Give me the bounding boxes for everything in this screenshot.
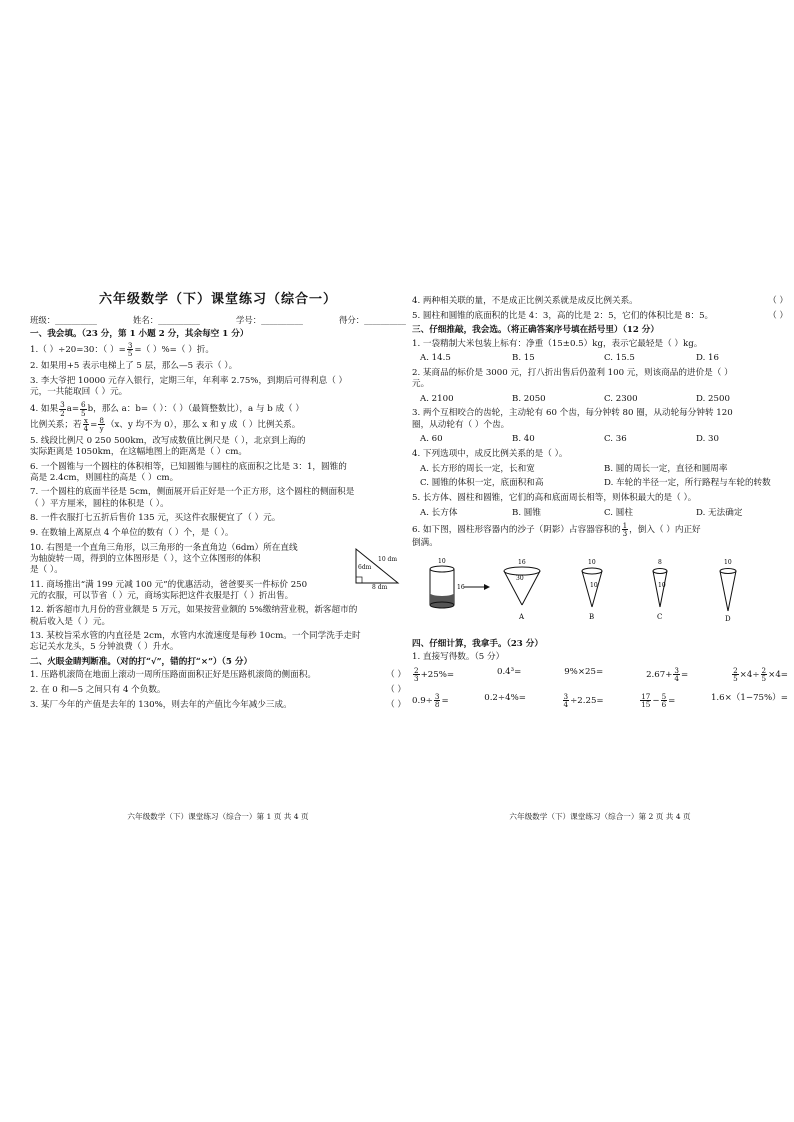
fraction: $\frac{6}{5}$ [81,400,86,418]
option-b[interactable]: B. 40 [512,434,535,445]
question-5: 5. 线段比例尺 0 250 500km，改写成数值比例尺是（ ），北京到上海的 实际距离是 1050km，在这幅地图上的距离是（ ）cm。 [30,435,306,457]
calc-item: 0.4³= [496,667,522,678]
calc-item: $\frac{2}{3}$ +25%= [414,666,455,684]
answer-blank[interactable]: （ ） [768,296,788,306]
page-title: 六年级数学（下）课堂练习（综合一） [98,292,337,307]
svg-text:B: B [589,612,595,621]
question-3: 3. 李大爷把 10000 元存入银行，定期三年，年利率 2.75%，到期后可得利息（ ） 元，一共能取回（ ）元。 [30,375,348,397]
svg-text:A: A [519,612,525,621]
question-4: 4. 如果 $\frac{3}{2}$ a= $\frac{6}{5}$ b，那么 a：b=（ ）：（ ）（最简整数比），a 与 b 成（ ） 比例关系；若 $\frac{x}{4}$ = $\frac{8}{y}$ （x、y 均不为 0），那么 x 和 y 成（ ）比例关系。 [30,400,304,434]
answer-blank[interactable]: （ ） [386,670,406,681]
choice-5: 5. 长方体、圆柱和圆锥，它们的高和底面周长相等，则体积最大的是（ ）。 [412,492,697,503]
fraction: $\frac{x}{4}$ [83,415,89,434]
question-9: 9. 在数轴上离原点 4 个单位的数有（ ）个，是（ ）。 [30,527,234,538]
option-a[interactable]: A. 14.5 [420,353,451,364]
svg-text:10: 10 [590,581,598,589]
calc-item: 0.9÷ $\frac{3}{8}$ = [412,691,449,709]
name-field[interactable]: 姓名：__________ [133,314,200,325]
answer-blank[interactable]: （ ） [768,310,788,321]
svg-text:16: 16 [518,558,526,566]
question-6: 6. 一个圆锥与一个圆柱的体积相等，已知圆锥与圆柱的底面积之比是 3：1，圆锥的 高是 2.4cm，则圆柱的高是（ ）cm。 [30,461,347,483]
calc-item: $\frac{2}{5}$ ×4÷ $\frac{2}{5}$ ×4= [733,666,788,684]
student-id-field[interactable]: 学号：__________ [236,314,303,325]
option-b[interactable]: B. 圆锥 [512,507,541,518]
svg-text:10: 10 [658,581,666,589]
hypotenuse-label: 10 dm [378,555,398,563]
svg-text:30: 30 [516,574,524,582]
cone-c [653,559,667,621]
fraction: $\frac{8}{y}$ [99,415,104,434]
right-page-footer: 六年级数学（下）课堂练习（综合一）第 2 页 共 4 页 [509,812,691,821]
option-c[interactable]: C. 圆锥的体积一定，底面积和高 [420,478,544,489]
judge-1: 1. 压路机滚筒在地面上滚动一周所压路面面积正好是压路机滚筒的侧面积。 （ ） [30,670,406,681]
calc-item: 2.67+ $\frac{3}{4}$ = [646,666,689,684]
question-11: 11. 商场推出“满 199 元减 100 元”的优惠活动，爸爸要买一件标价 250 元的衣服，可以节省（ ）元，商场实际把这件衣服是打（ ）折出售。 [30,579,308,601]
cone-b [582,559,602,621]
calc-item: 1.6×（1−75%）= [710,692,788,703]
choice-4-options-row2 [420,478,788,489]
section-2-heading: 二、火眼金睛判断准。（对的打“√”，错的打“×”）（5 分） [30,657,253,668]
option-a[interactable]: A. 2100 [420,393,454,404]
cone-d [720,559,736,623]
leg-6dm-label: 6dm [358,563,372,571]
svg-text:10: 10 [588,558,596,566]
question-8: 8. 一件衣服打七五折后售价 135 元，买这件衣服便宜了（ ）元。 [30,513,281,524]
svg-text:D: D [725,614,731,623]
cone-a [504,559,540,621]
question-7: 7. 一个圆柱的底面半径是 5cm，侧面展开后正好是一个正方形，这个圆柱的侧面积是 （ ）平方厘米，圆柱的体积是（ ）。 [30,487,355,509]
choice-3-options [420,434,788,445]
option-a[interactable]: A. 60 [420,434,443,445]
fraction: $\frac{3}{5}$ [127,340,133,359]
choice-6: 6. 如下图，圆柱形容器内的沙子（阴影）占容器容积的 $\frac{1}{3}$ ，倒入（ ）内正好 倒满。 [412,521,701,548]
judge-3: 3. 某厂今年的产值是去年的 130%，则去年的产值比今年减少三成。 （ ） [30,699,406,710]
score-field[interactable]: 得分：__________ [339,314,406,325]
left-page [30,292,406,714]
option-c[interactable]: C. 2300 [604,393,638,404]
calc-item: $\frac{17}{15}$ − $\frac{5}{6}$ = [641,691,676,709]
question-10: 10. 右图是一个直角三角形，以三角形的一条直角边（6dm）所在直线 为轴旋转一周，得到的立体图形是（ ），这个立体图形的体积 是（ ）。 10 dm 6dm 8 dm [30,543,406,577]
answer-blank[interactable]: （ ） [386,684,406,695]
right-page [412,296,788,718]
option-d[interactable]: D. 30 [696,434,719,445]
cylinder-with-sand [430,558,465,608]
section-3-heading: 三、仔细推敲，我会选。（将正确答案序号填在括号里）（12 分） [412,325,659,336]
container-figures [412,555,788,635]
choice-1-options [420,353,788,364]
option-a[interactable]: A. 长方形的周长一定，长和宽 [420,463,535,474]
option-d[interactable]: D. 车轮的半径一定，所行路程与车轮的转数 [604,478,771,489]
calc-item: $\frac{3}{4}$ ÷2.25= [563,691,604,709]
calc-item: 9%×25= [564,667,604,678]
fraction: $\frac{1}{3}$ [622,521,628,539]
left-page-footer: 六年级数学（下）课堂练习（综合一）第 1 页 共 4 页 [127,812,309,821]
svg-text:16: 16 [457,583,465,591]
svg-text:C: C [657,612,663,621]
answer-blank[interactable]: （ ） [386,699,406,710]
option-c[interactable]: C. 15.5 [604,353,635,364]
student-info [30,315,406,326]
question-2: 2. 如果用+5 表示电梯上了 5 层，那么—5 表示（ ）。 [30,360,238,371]
option-c[interactable]: C. 36 [604,434,627,445]
option-d[interactable]: D. 无法确定 [696,507,743,518]
calc-item: 0.2÷4%= [484,692,526,703]
class-field[interactable]: 班级：__________ [30,314,97,325]
judge-4: 4. 两种相关联的量，不是成正比例关系就是成反比例关系。 （ ） [412,296,788,306]
calc-subheading: 1. 直接写得数。（5 分） [412,652,505,662]
choice-3: 3. 两个互相咬合的齿轮，主动轮有 60 个齿，每分钟转 80 圈，从动轮每分钟转 120 圈，从动轮有（ ）个齿。 [412,408,733,430]
calc-row-2 [412,693,788,708]
choice-2-options [420,394,788,405]
choice-4: 4. 下列选项中，成反比例关系的是（ ）。 [412,448,568,459]
option-d[interactable]: D. 16 [696,353,719,364]
choice-1: 1. 一袋精制大米包装上标有：净重（15±0.5）kg，表示它最轻是（ ）kg。 [412,338,703,349]
leg-8dm-label: 8 dm [372,583,388,589]
section-4-heading: 四、仔细计算，我拿手。（23 分） [412,638,543,649]
right-triangle-figure [350,545,404,589]
judge-5: 5. 圆柱和圆锥的底面积的比是 4：3，高的比是 2：5，它们的体积比是 8：5。 （ ） [412,310,788,321]
choice-4-options-row1 [420,464,788,475]
question-1: 1.（ ）÷20=30：（ ）= $\frac{3}{5}$ =（ ）%=（ ）折。 [30,340,214,359]
choice-5-options [420,508,788,519]
calc-row-1 [412,667,788,682]
svg-text:8: 8 [658,558,662,566]
option-b[interactable]: B. 2050 [512,393,546,404]
choice-2: 2. 某商品的标价是 3000 元，打八折出售后仍盈利 100 元，则该商品的进价是（ ） 元。 [412,367,733,390]
judge-2: 2. 在 0 和—5 之间只有 4 个负数。 （ ） [30,684,406,695]
option-b[interactable]: B. 15 [512,353,535,364]
section-1-heading: 一、我会填。（23 分，第 1 小题 2 分，其余每空 1 分） [30,328,249,339]
question-12: 12. 新客超市九月份的营业额是 5 万元，如果按营业额的 5%缴纳营业税，新客超市的 税后收入是（ ）元。 [30,605,358,627]
question-13: 13. 某校旨采水管的内直径是 2cm，水管内水流速度是每秒 10cm。一个同学洗手走时 忘记关水龙头，5 分钟浪费（ ）升水。 [30,631,361,653]
option-d[interactable]: D. 2500 [696,393,730,404]
option-c[interactable]: C. 圆柱 [604,507,633,518]
svg-text:10: 10 [724,558,732,566]
svg-text:10: 10 [438,557,446,565]
option-a[interactable]: A. 长方体 [420,507,458,518]
option-b[interactable]: B. 圆的周长一定，直径和圆周率 [604,463,728,474]
fraction: $\frac{3}{2}$ [60,400,65,418]
